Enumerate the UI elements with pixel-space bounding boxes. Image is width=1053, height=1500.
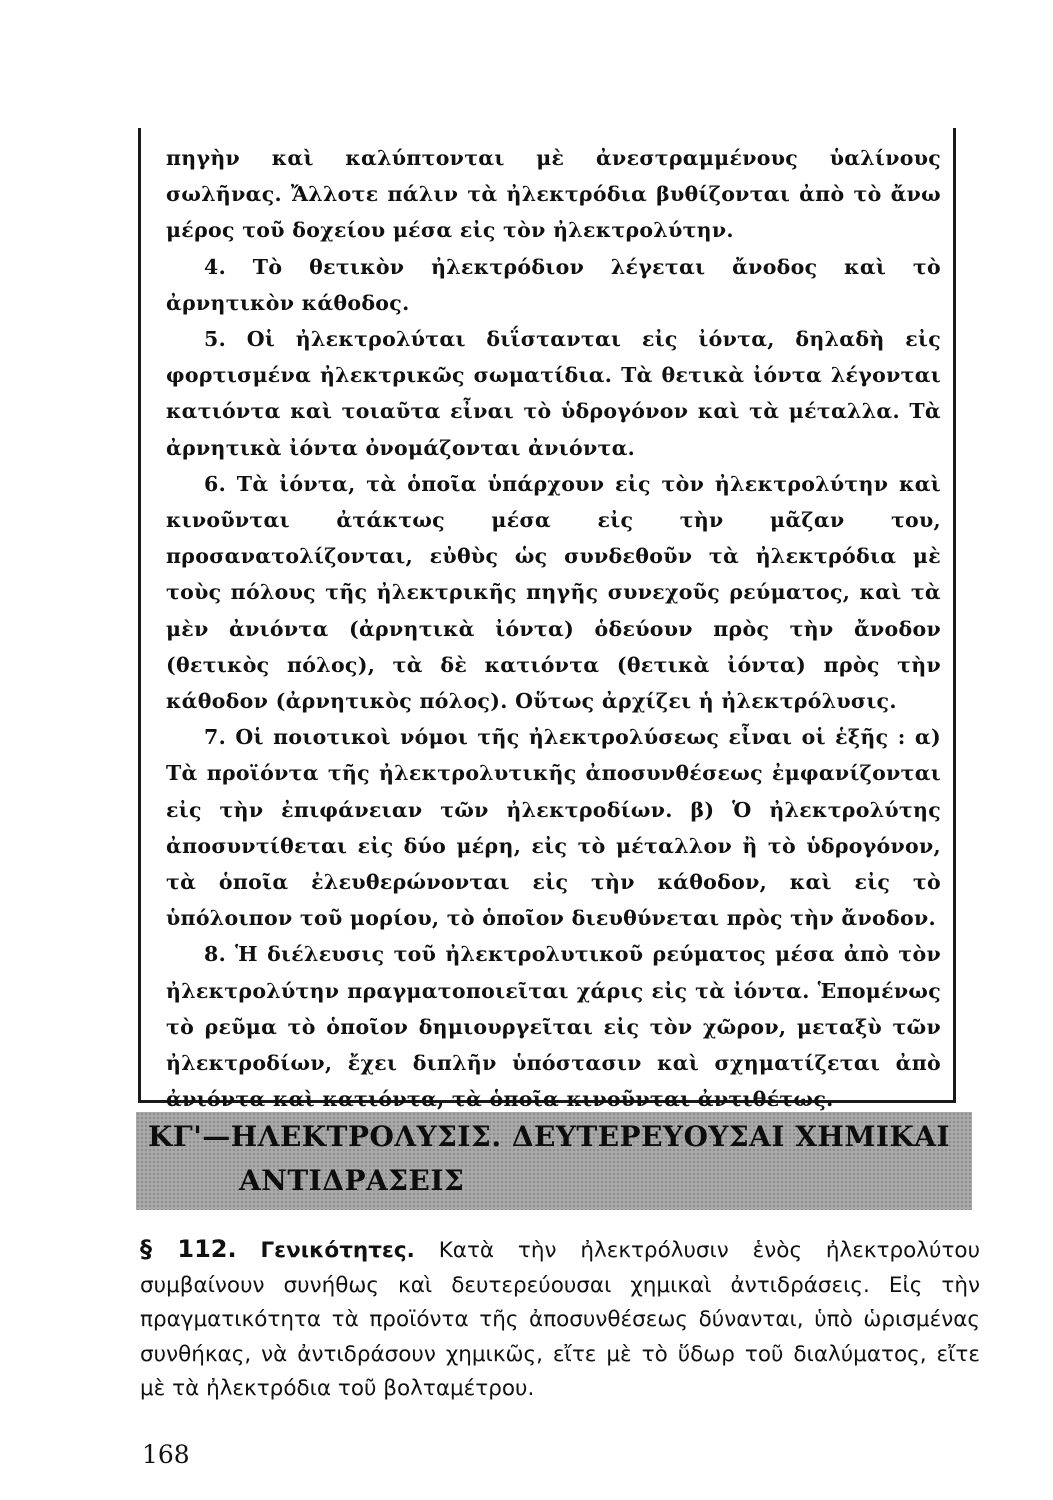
section-number: § 112. xyxy=(140,1235,237,1263)
chapter-title-line1: ΚΓ'—ΗΛΕΚΤΡΟΛΥΣΙΣ. ΔΕΥΤΕΡΕΥΟΥΣΑΙ ΧΗΜΙΚΑΙ xyxy=(148,1120,951,1153)
section-heading: Γενικότητες. xyxy=(260,1238,415,1263)
paragraph-continued: πηγὴν καὶ καλύπτονται μὲ ἀνεστραμμένους ὑαλίνους σωλῆνας. Ἄλλοτε πάλιν τὰ ἠλεκτρόδια βυθίζονται ἀπὸ τὸ ἄνω μέρος τοῦ δοχείου μέσα εἰς τὸν ἠλεκτρολύτην. xyxy=(166,146,941,243)
section-112 xyxy=(140,1232,980,1407)
boxed-text xyxy=(166,140,941,1117)
paragraph-8: 8. Ἡ διέλευσις τοῦ ἠλεκτρολυτικοῦ ρεύματος μέσα ἀπὸ τὸν ἠλεκτρολύτην πραγματοποιεῖται χάρις εἰς τὰ ἰόντα. Ἑπομένως τὸ ρεῦμα τὸ ὁποῖον δημιουργεῖται εἰς τὸν χῶρον, μεταξὺ τῶν ἠλεκτροδίων, ἔχει διπλῆν ὑπόστασιν καὶ σχηματίζεται ἀπὸ ἀνιόντα καὶ κατιόντα, τὰ ὁποῖα κινοῦνται ἀντιθέτως. xyxy=(166,942,941,1112)
chapter-title-line2: ΑΝΤΙΔΡΑΣΕΙΣ xyxy=(239,1164,465,1197)
paragraph-6: 6. Τὰ ἰόντα, τὰ ὁποῖα ὑπάρχουν εἰς τὸν ἠλεκτρολύτην καὶ κινοῦνται ἀτάκτως μέσα εἰς τὴν μᾶζαν του, προσανατολίζονται, εὐθὺς ὡς συνδεθοῦν τὰ ἠλεκτρόδια μὲ τοὺς πόλους τῆς ἠλεκτρικῆς πηγῆς συνεχοῦς ρεύματος, καὶ τὰ μὲν ἀνιόντα (ἀρνητικὰ ἰόντα) ὁδεύουν πρὸς τὴν ἄνοδον (θετικὸς πόλος), τὰ δὲ κατιόντα (θετικὰ ἰόντα) πρὸς τὴν κάθοδον (ἀρνητικὸς πόλος). Οὕτως ἀρχίζει ἡ ἠλεκτρόλυσις. xyxy=(166,471,941,714)
paragraph-7: 7. Οἱ ποιοτικοὶ νόμοι τῆς ἠλεκτρολύσεως εἶναι οἱ ἑξῆς : α) Τὰ προϊόντα τῆς ἠλεκτρολυτικῆς ἀποσυνθέσεως ἐμφανίζονται εἰς τὴν ἐπιφάνειαν τῶν ἠλεκτροδίων. β) Ὁ ἠλεκτρολύτης ἀποσυντίθεται εἰς δύο μέρη, εἰς τὸ μέταλλον ἢ τὸ ὑδρογόνον, τὰ ὁποῖα ἐλευθερώνονται εἰς τὴν κάθοδον, καὶ εἰς τὸ ὑπόλοιπον τοῦ μορίου, τὸ ὁποῖον διευθύνεται πρὸς τὴν ἄνοδον. xyxy=(166,725,941,931)
section-text: Κατὰ τὴν ἠλεκτρόλυσιν ἑνὸς ἠλεκτρολύτου συμβαίνουν συνήθως καὶ δευτερεύουσαι χημικαὶ ἀντιδράσεις. Εἰς τὴν πραγματικότητα τὰ προϊόντα τῆς ἀποσυνθέσεως δύνανται, ὑπὸ ὡρισμένας συνθήκας, νὰ ἀντιδράσουν χημικῶς, εἴτε μὲ τὸ ὕδωρ τοῦ διαλύματος, εἴτε μὲ τὰ ἠλεκτρόδια τοῦ βολταμέτρου. xyxy=(140,1238,981,1402)
paragraph-4: 4. Τὸ θετικὸν ἠλεκτρόδιον λέγεται ἄνοδος καὶ τὸ ἀρνητικὸν κάθοδος. xyxy=(166,254,941,315)
paragraph-5: 5. Οἱ ἠλεκτρολύται διΐστανται εἰς ἰόντα, δηλαδὴ εἰς φορτισμένα ἠλεκτρικῶς σωματίδια. Τὰ θετικὰ ἰόντα λέγονται κατιόντα καὶ τοιαῦτα εἶναι τὸ ὑδρογόνον καὶ τὰ μέταλλα. Τὰ ἀρνητικὰ ἰόντα ὀνομάζονται ἀνιόντα. xyxy=(166,327,941,460)
chapter-banner xyxy=(136,1112,972,1210)
page-number: 168 xyxy=(142,1440,190,1469)
